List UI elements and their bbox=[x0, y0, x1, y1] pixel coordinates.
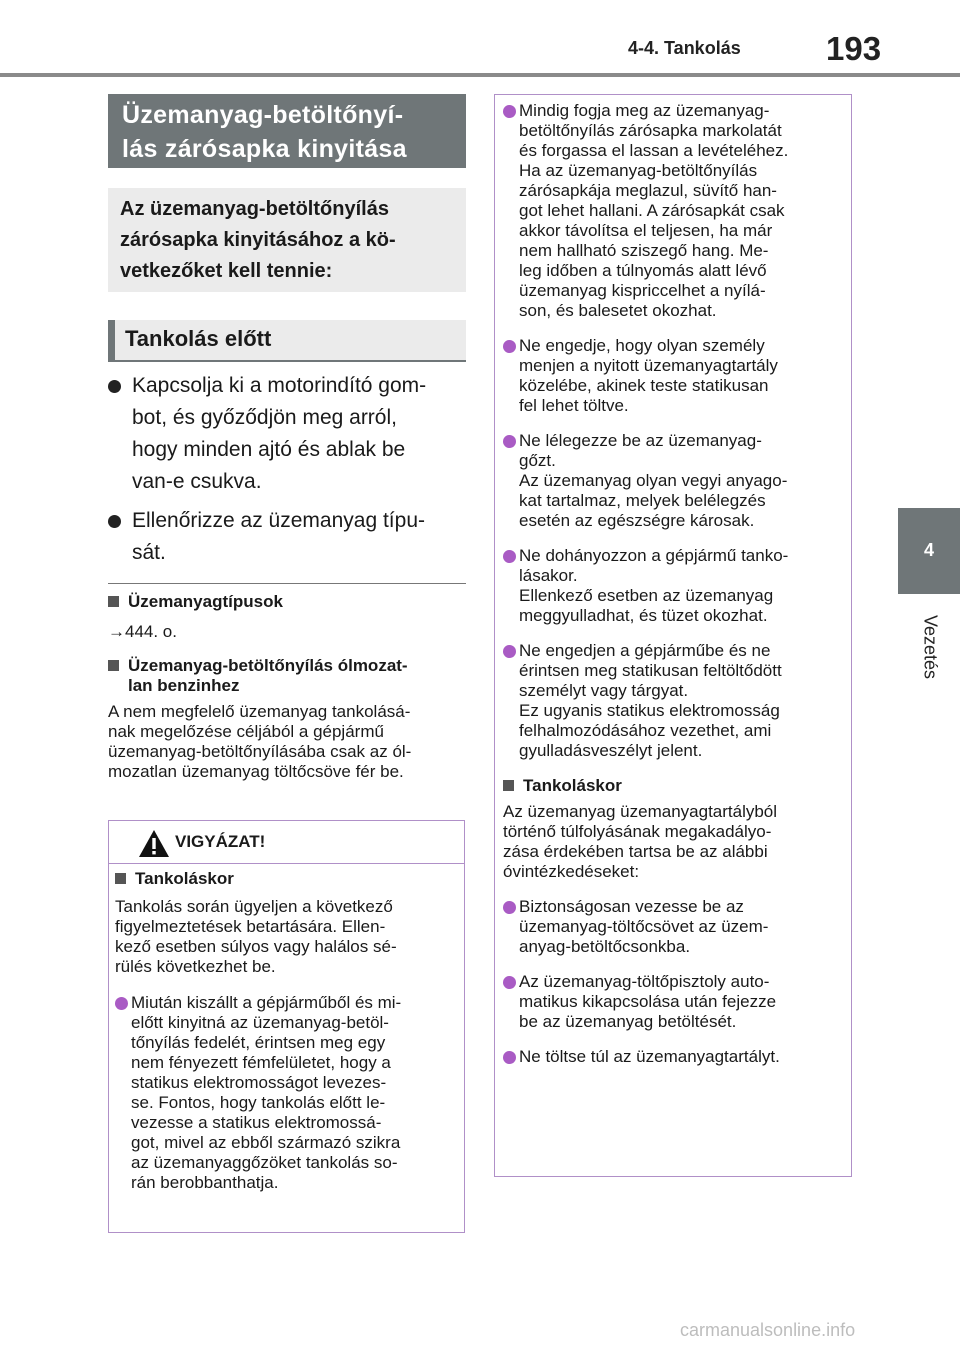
caution-item bbox=[503, 546, 845, 626]
text-line: matikus kikapcsolása után fejezze bbox=[519, 992, 777, 1011]
list-item bbox=[108, 370, 468, 498]
text-line: személyt vagy tárgyat. bbox=[519, 681, 689, 700]
text-line: Biztonságosan vezesse be az bbox=[519, 897, 744, 916]
text-line: got, mivel az ebből származó szikra bbox=[131, 1133, 401, 1152]
list-item-line: hogy minden ajtó és ablak be bbox=[132, 438, 406, 461]
text-line: Az üzemanyag üzemanyagtartályból bbox=[503, 802, 778, 821]
main-title-line: lás zárósapka kinyitása bbox=[122, 135, 407, 163]
list-item-line: van-e csukva. bbox=[132, 470, 262, 493]
bullet-icon bbox=[503, 105, 516, 118]
text-line: Tankolás során ügyeljen a következő bbox=[115, 897, 393, 916]
overfill-text bbox=[503, 802, 845, 882]
text-line: be az üzemanyag betöltését. bbox=[519, 1012, 737, 1031]
caution-continued-box bbox=[494, 94, 852, 1177]
header-divider bbox=[0, 73, 960, 77]
text-line: Ne dohányozzon a gépjármű tanko- bbox=[519, 546, 789, 565]
square-bullet-icon bbox=[108, 596, 119, 607]
square-bullet-icon bbox=[115, 873, 126, 884]
text-line: anyag-betöltőcsonkba. bbox=[519, 937, 691, 956]
text-line: figyelmeztetések betartására. Ellen- bbox=[115, 917, 386, 936]
text-line: közelébe, akinek teste statikusan bbox=[519, 376, 769, 395]
notes bbox=[108, 592, 468, 782]
bullet-icon bbox=[503, 550, 516, 563]
text-line: üzemanyag-töltőcsövet az üzem- bbox=[519, 917, 769, 936]
text-line: betöltőnyílás zárósapka markolatát bbox=[519, 121, 782, 140]
text-line: akkor távolítsa el teljesen, ha már bbox=[519, 221, 773, 240]
text-line: tőnyílás fedelét, érintsen meg egy bbox=[131, 1033, 386, 1052]
overfill-heading bbox=[503, 776, 845, 796]
text-line: Az üzemanyag-töltőpisztoly auto- bbox=[519, 972, 770, 991]
text-line: kező esetben súlyos vagy halálos sé- bbox=[115, 937, 397, 956]
text-line: statikus elektromosságot levezes- bbox=[131, 1073, 387, 1092]
text-line: fel lehet töltve. bbox=[519, 396, 629, 415]
list-item-line: bot, és győződjön meg arról, bbox=[132, 406, 397, 429]
caution-header bbox=[109, 821, 464, 864]
refueling-text bbox=[115, 897, 459, 977]
text-line: leg időben a túlnyomás alatt lévő bbox=[519, 261, 767, 280]
text-line: Az üzemanyag olyan vegyi anyago- bbox=[519, 471, 788, 490]
caution-item bbox=[503, 101, 845, 321]
text-line: Ne lélegezze be az üzemanyag- bbox=[519, 431, 762, 450]
fuel-types-heading bbox=[108, 592, 468, 612]
caution-item bbox=[115, 993, 459, 1193]
bullet-icon bbox=[503, 1051, 516, 1064]
caution-content bbox=[115, 869, 459, 1193]
text-line: az üzemanyaggőzöket tankolás so- bbox=[131, 1153, 398, 1172]
text-line: Ez ugyanis statikus elektromosság bbox=[519, 701, 780, 720]
chapter-label bbox=[880, 612, 960, 682]
text-line: mozatlan üzemanyag töltőcsöve fér be. bbox=[108, 762, 404, 781]
caution-continued-content bbox=[503, 101, 845, 1082]
main-title-line: Üzemanyag-betöltőnyí- bbox=[122, 101, 404, 129]
text-line: Miután kiszállt a gépjárműből és mi- bbox=[131, 993, 402, 1012]
caution-item bbox=[503, 336, 845, 416]
bullet-icon bbox=[108, 515, 121, 528]
text-line: Ha az üzemanyag-betöltőnyílás bbox=[519, 161, 758, 180]
caution-item bbox=[503, 897, 845, 957]
caution-item bbox=[503, 972, 845, 1032]
bullet-icon bbox=[503, 340, 516, 353]
intro-line: vetkezőket kell tennie: bbox=[120, 260, 333, 282]
list-item-line: Ellenőrizze az üzemanyag típu- bbox=[132, 509, 425, 532]
intro-panel bbox=[108, 188, 466, 292]
text-line: se. Fontos, hogy tankolás előtt le- bbox=[131, 1093, 386, 1112]
page-reference: →444. o. bbox=[108, 622, 177, 641]
text-line: got lehet hallani. A zárósapkát csak bbox=[519, 201, 785, 220]
bullet-icon bbox=[108, 380, 121, 393]
list-item-line: sát. bbox=[132, 541, 166, 564]
text-line: kat tartalmaz, melyek belélegzés bbox=[519, 491, 766, 510]
text-line: Mindig fogja meg az üzemanyag- bbox=[519, 101, 770, 120]
heading-text: Tankoláskor bbox=[523, 776, 622, 795]
text-line: gyulladásveszélyt jelent. bbox=[519, 741, 703, 760]
text-line: történő túlfolyásának megakadályo- bbox=[503, 822, 772, 841]
text-line: és forgassa el lassan a levételéhez. bbox=[519, 141, 789, 160]
text-line: menjen a nyitott üzemanyagtartály bbox=[519, 356, 778, 375]
list-item bbox=[108, 505, 468, 569]
text-line: rán berobbanthatja. bbox=[131, 1173, 279, 1192]
main-title bbox=[108, 94, 466, 168]
caution-item bbox=[503, 1047, 845, 1067]
section-title: 4-4. Tankolás bbox=[628, 38, 741, 58]
text-line: esetén az egészségre károsak. bbox=[519, 511, 755, 530]
footer-watermark: carmanualsonline.info bbox=[680, 1320, 856, 1340]
chapter-number: 4 bbox=[923, 540, 934, 560]
text-line: felhalmozódásához vezethet, ami bbox=[519, 721, 772, 740]
text-line: meggyulladhat, és tüzet okozhat. bbox=[519, 606, 768, 625]
text-line: zárósapkája meglazul, süvítő han- bbox=[519, 181, 777, 200]
text-line: Ne engedje, hogy olyan személy bbox=[519, 336, 765, 355]
intro-line: zárósapka kinyitásához a kö- bbox=[120, 229, 396, 251]
text-line: Ellenkező esetben az üzemanyag bbox=[519, 586, 774, 605]
heading-line: lan benzinhez bbox=[128, 676, 240, 695]
text-line: rülés következhet be. bbox=[115, 957, 276, 976]
heading-line: Üzemanyag-betöltőnyílás ólmozat- bbox=[128, 656, 408, 675]
text-line: óvintézkedéseket: bbox=[503, 862, 640, 881]
unleaded-text bbox=[108, 702, 468, 782]
text-line: son, és balesetet okozhat. bbox=[519, 301, 717, 320]
bullet-icon bbox=[503, 645, 516, 658]
text-line: vezesse a statikus elektromossá- bbox=[131, 1113, 382, 1132]
text-line: A nem megfelelő üzemanyag tankolásá- bbox=[108, 702, 411, 721]
caution-item bbox=[503, 431, 845, 531]
text-line: nem fényezett fémfelületet, hogy a bbox=[131, 1053, 391, 1072]
square-bullet-icon bbox=[503, 780, 514, 791]
heading-text: Tankoláskor bbox=[135, 869, 234, 888]
text-line: lásakor. bbox=[519, 566, 578, 585]
text-line: üzemanyag kispriccelhet a nyílá- bbox=[519, 281, 766, 300]
bullet-icon bbox=[115, 997, 128, 1010]
bullet-icon bbox=[503, 435, 516, 448]
intro-line: Az üzemanyag-betöltőnyílás bbox=[120, 198, 389, 220]
text-line: nem hallható sziszegő hang. Me- bbox=[519, 241, 769, 260]
text-line: gőzt. bbox=[519, 451, 556, 470]
text-line: nak megelőzése céljából a gépjármű bbox=[108, 722, 384, 741]
instruction-list bbox=[108, 370, 468, 576]
text-line: érintsen meg statikusan feltöltődött bbox=[519, 661, 782, 680]
refueling-heading bbox=[115, 869, 459, 889]
caution-box bbox=[108, 820, 465, 1233]
caution-title: VIGYÁZAT! bbox=[175, 832, 266, 851]
square-bullet-icon bbox=[108, 660, 119, 671]
text-line: előtt kinyitná az üzemanyag-betöl- bbox=[131, 1013, 389, 1032]
bullet-icon bbox=[503, 976, 516, 989]
unleaded-heading bbox=[108, 656, 468, 696]
warning-icon bbox=[137, 827, 171, 859]
text-line: Ne engedjen a gépjárműbe és ne bbox=[519, 641, 771, 660]
page-number: 193 bbox=[826, 30, 882, 67]
list-item-line: Kapcsolja ki a motorindító gom- bbox=[132, 374, 427, 397]
chapter-label-text: Vezetés bbox=[920, 614, 941, 680]
heading-text: Üzemanyagtípusok bbox=[128, 592, 283, 611]
section-divider bbox=[108, 583, 466, 584]
text-line: Ne töltse túl az üzemanyagtartályt. bbox=[519, 1047, 780, 1066]
bullet-icon bbox=[503, 901, 516, 914]
caution-item bbox=[503, 641, 845, 761]
text-line: üzemanyag-betöltőnyílásába csak az ól- bbox=[108, 742, 412, 761]
text-line: zása érdekében tartsa be az alábbi bbox=[503, 842, 768, 861]
subsection-title: Tankolás előtt bbox=[108, 320, 466, 362]
